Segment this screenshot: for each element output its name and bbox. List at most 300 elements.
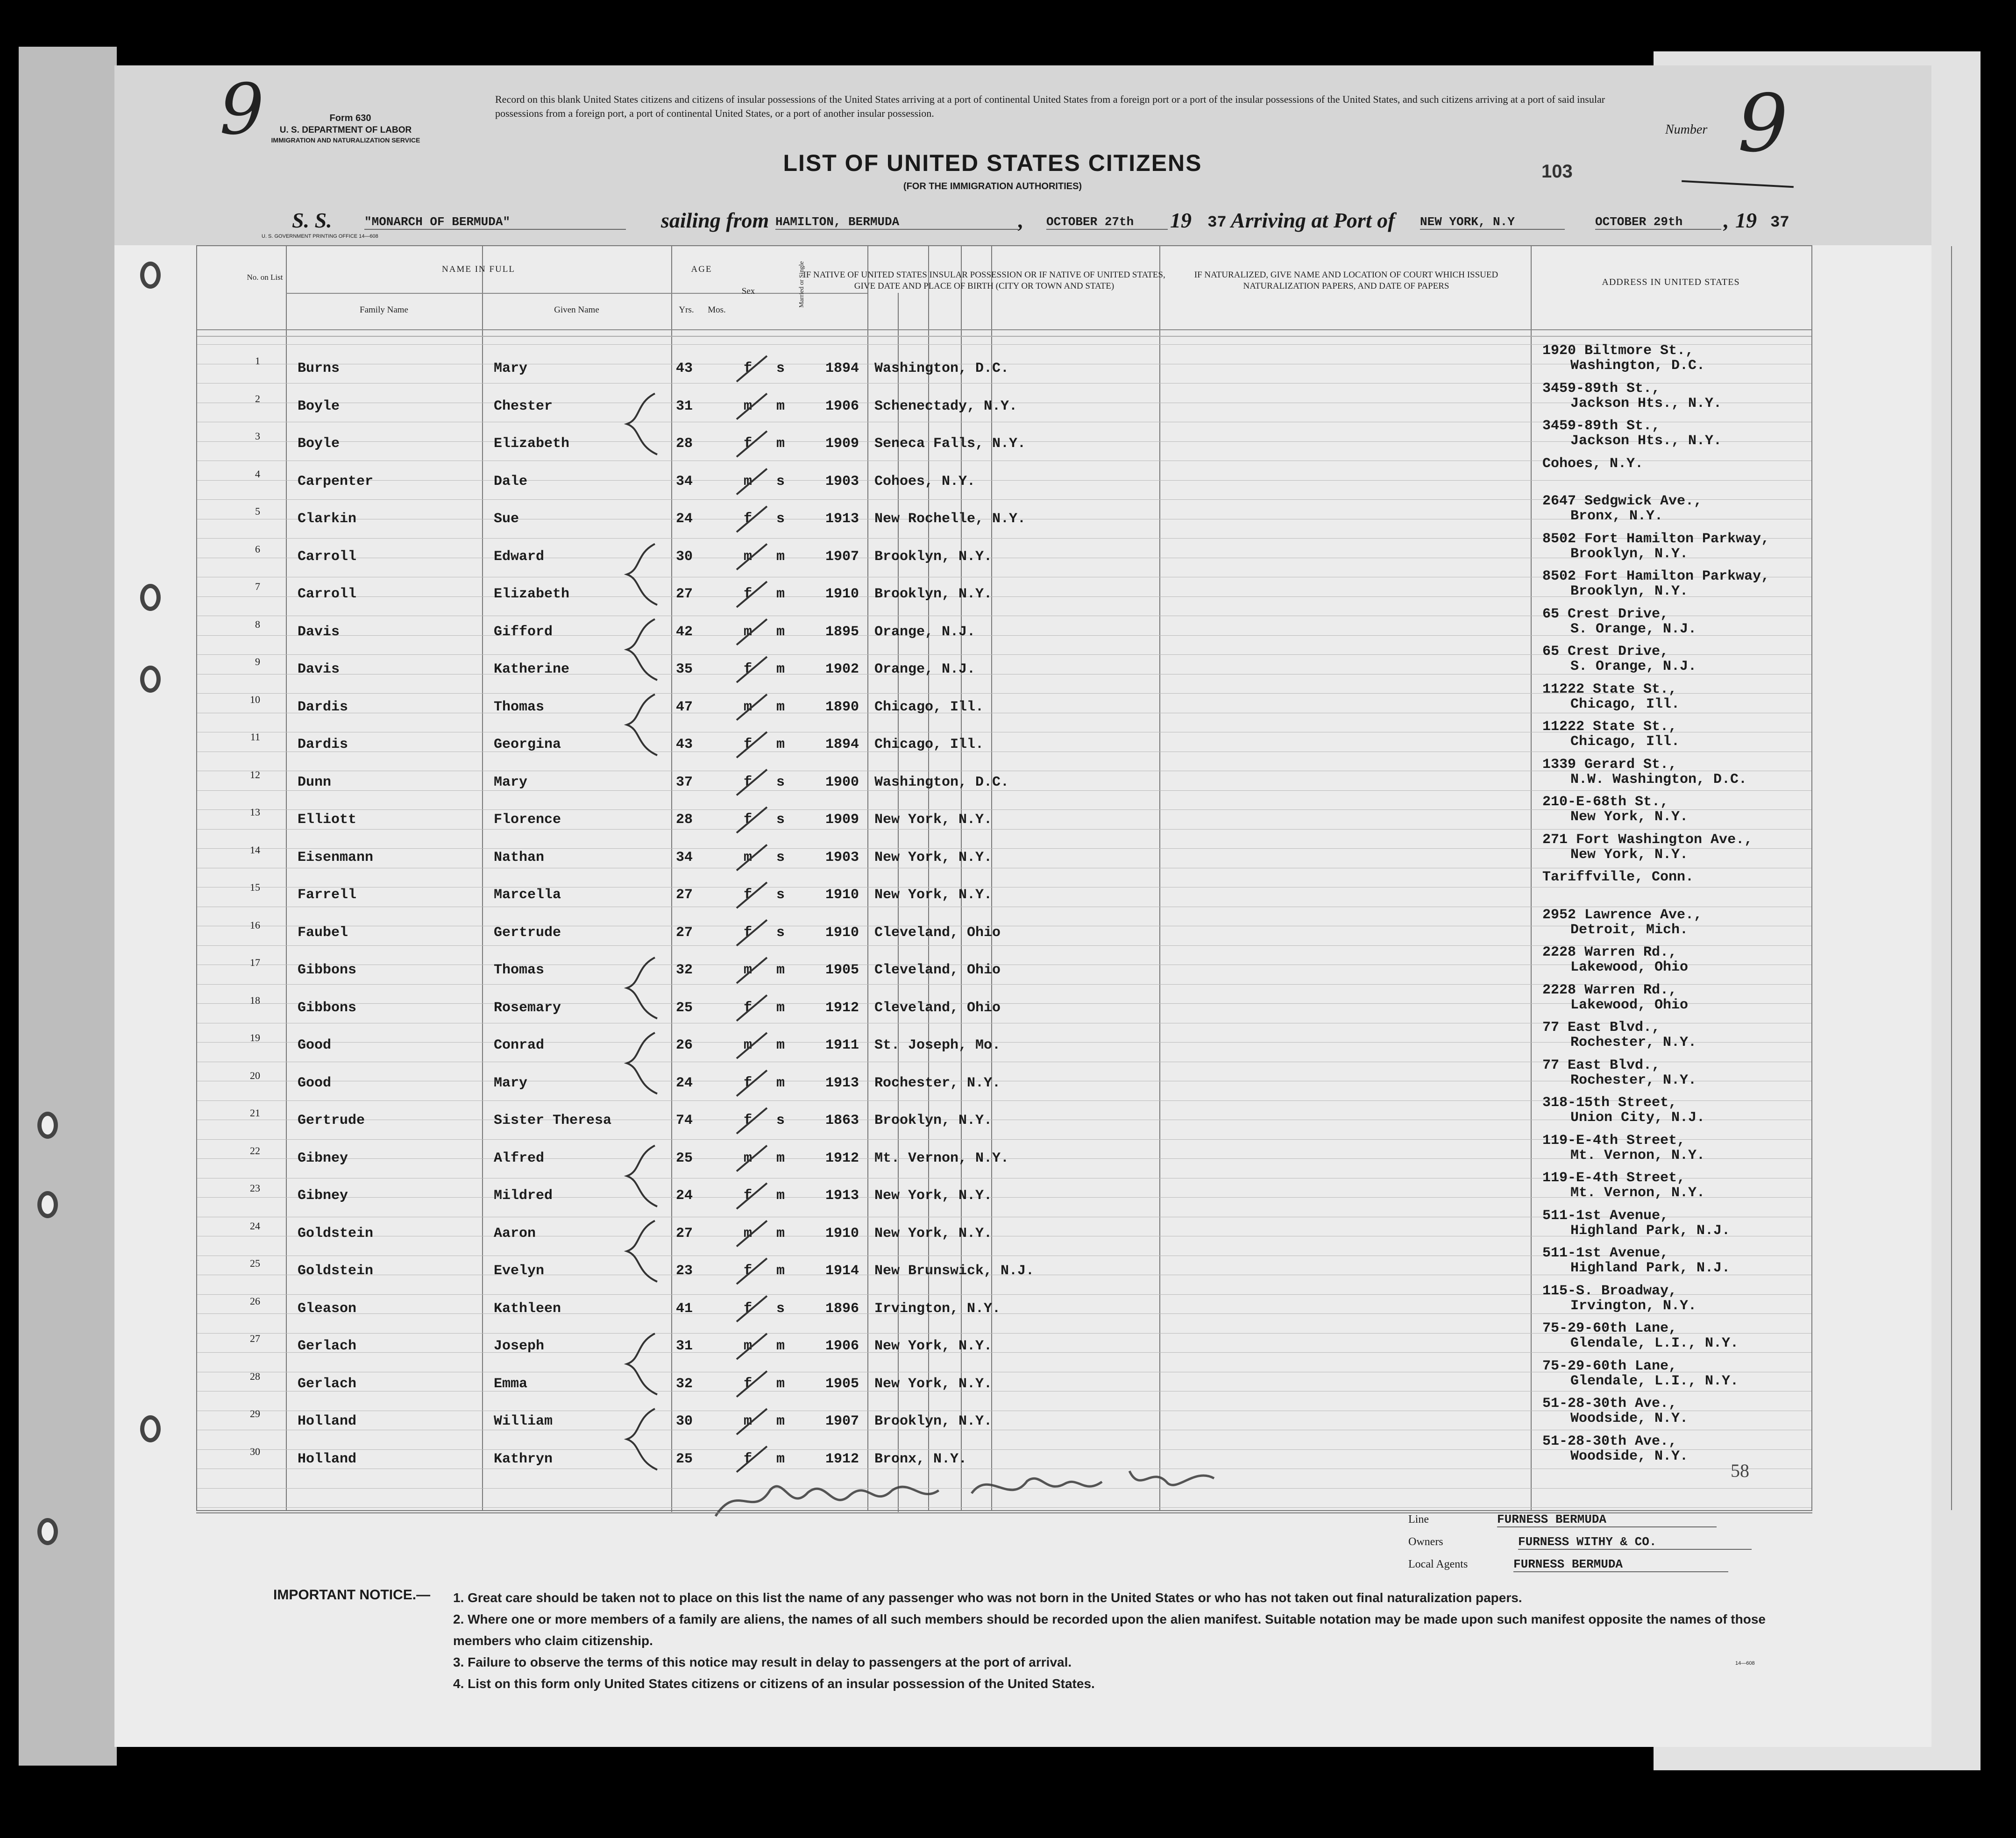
given-name: William [494, 1413, 553, 1429]
birth-place: Rochester, N.Y. [874, 1075, 1001, 1091]
arriving-label: Arriving at Port of [1231, 208, 1395, 232]
given-name: Mary [494, 1075, 528, 1091]
tick-mark [737, 882, 767, 908]
address-line-2: Chicago, Ill. [1570, 734, 1680, 750]
given-name: Kathleen [494, 1300, 561, 1317]
birth-year: 1913 [825, 1188, 859, 1204]
address-line-2: Rochester, N.Y. [1570, 1072, 1697, 1088]
sex: f [744, 1376, 752, 1392]
birth-place: New York, N.Y. [874, 887, 993, 903]
address-line-1: 75-29-60th Lane, [1542, 1320, 1677, 1336]
tick-mark [737, 1033, 767, 1058]
sailing-label: sailing from [661, 208, 769, 232]
family-bracket [627, 1033, 657, 1094]
birth-year: 1913 [825, 1075, 859, 1091]
col-no: No. on List [247, 273, 283, 282]
age-years: 43 [676, 737, 693, 752]
owners-label: Owners [1408, 1536, 1443, 1548]
age-years: 27 [676, 887, 693, 903]
marital-status: s [776, 812, 785, 828]
family-name: Good [298, 1037, 332, 1053]
family-name: Gibbons [298, 962, 357, 978]
tick-mark [737, 469, 767, 495]
address-line-1: 51-28-30th Ave., [1542, 1396, 1677, 1412]
birth-year: 1903 [825, 849, 859, 866]
address-line-2: New York, N.Y. [1570, 809, 1689, 825]
birth-year: 1905 [825, 1376, 859, 1392]
address-line-2: Lakewood, Ohio [1570, 959, 1689, 975]
form-number: Form 630 [329, 113, 371, 123]
row-number: 14 [250, 844, 260, 856]
row-number: 5 [255, 505, 260, 517]
sailing-year: 37 [1207, 214, 1227, 232]
address-line-1: 511-1st Avenue, [1542, 1245, 1669, 1261]
punch-hole [140, 262, 161, 289]
row-number: 13 [250, 806, 260, 818]
tick-mark [737, 394, 767, 419]
marital-status: m [776, 1338, 785, 1354]
family-name: Burns [298, 361, 340, 376]
tick-mark [737, 356, 767, 382]
age-years: 28 [676, 436, 693, 452]
age-years: 47 [676, 699, 693, 715]
given-name: Rosemary [494, 1000, 561, 1016]
age-years: 43 [676, 361, 693, 376]
row-number: 12 [250, 768, 260, 781]
birth-year: 1912 [825, 1000, 859, 1016]
row-number: 7 [255, 581, 260, 592]
address-line-1: Tariffville, Conn. [1542, 869, 1694, 885]
birth-place: New York, N.Y. [874, 812, 993, 828]
marital-status: m [776, 1263, 785, 1279]
tick-mark [737, 544, 767, 570]
address-line-2: Chicago, Ill. [1570, 696, 1680, 712]
address-line-2: S. Orange, N.J. [1570, 659, 1697, 674]
row-number: 24 [250, 1220, 260, 1232]
sex: f [744, 436, 752, 452]
birth-year: 1894 [825, 737, 859, 752]
sex: f [744, 361, 752, 376]
age-years: 28 [676, 812, 693, 828]
tick-mark [737, 920, 767, 946]
address-line-1: 77 East Blvd., [1542, 1057, 1661, 1073]
tick-mark [737, 995, 767, 1021]
birth-place: Brooklyn, N.Y. [874, 586, 993, 602]
marital-status: s [776, 361, 785, 376]
family-name: Gertrude [298, 1113, 365, 1128]
address-line-2: Bronx, N.Y. [1570, 508, 1663, 524]
age-years: 35 [676, 661, 693, 677]
sex: f [744, 1000, 752, 1016]
tick-mark [737, 1071, 767, 1096]
birth-year: 1907 [825, 1413, 859, 1429]
given-name: Marcella [494, 887, 561, 903]
punch-hole [140, 1415, 161, 1442]
birth-place: Washington, D.C. [874, 774, 1009, 790]
marital-status: s [776, 1300, 785, 1317]
notice-item-4: 4. List on this form only United States citizens or citizens of an insular possession of the United States. [453, 1676, 1095, 1691]
age-years: 30 [676, 548, 693, 565]
row-number: 17 [250, 957, 260, 968]
age-years: 26 [676, 1037, 693, 1053]
given-name: Sister Theresa [494, 1113, 612, 1128]
tick-mark [737, 1334, 767, 1359]
given-name: Mary [494, 361, 528, 376]
address-line-2: Mt. Vernon, N.Y. [1570, 1185, 1705, 1201]
marital-status: s [776, 887, 785, 903]
sex: f [744, 774, 752, 790]
given-name: Emma [494, 1376, 528, 1392]
family-name: Goldstein [298, 1225, 374, 1242]
address-line-1: 8502 Fort Hamilton Parkway, [1542, 531, 1770, 547]
birth-place: New Rochelle, N.Y. [874, 511, 1026, 527]
given-name: Conrad [494, 1037, 545, 1053]
address-line-1: 1920 Biltmore St., [1542, 343, 1694, 359]
family-name: Gleason [298, 1300, 357, 1317]
row-number: 3 [255, 430, 260, 442]
family-bracket [627, 619, 657, 681]
address-line-2: Brooklyn, N.Y. [1570, 583, 1689, 599]
marital-status: m [776, 398, 785, 414]
row-number: 27 [250, 1333, 260, 1344]
sex: m [744, 1338, 752, 1354]
age-years: 27 [676, 1225, 693, 1242]
tick-mark [737, 1146, 767, 1171]
row-number: 1 [255, 355, 260, 367]
birth-place: St. Joseph, Mo. [874, 1037, 1001, 1053]
given-name: Elizabeth [494, 436, 570, 452]
manifest-table [196, 245, 1812, 1511]
sex: f [744, 1300, 752, 1317]
address-line-1: 3459-89th St., [1542, 380, 1661, 397]
col-birth: IF NATIVE OF UNITED STATES INSULAR POSSESSION OR IF NATIVE OF UNITED STATES, GIVE DATE AND PLACE OF BIRTH (CITY OR TOWN AND STATE) [803, 270, 1165, 291]
birth-place: New York, N.Y. [874, 1188, 993, 1204]
family-name: Farrell [298, 887, 357, 903]
address-line-1: 119-E-4th Street, [1542, 1132, 1686, 1149]
punch-hole [37, 1191, 58, 1218]
tick-mark [737, 1108, 767, 1134]
birth-place: Mt. Vernon, N.Y. [874, 1150, 1009, 1166]
address-line-2: Woodside, N.Y. [1570, 1448, 1689, 1464]
family-name: Eisenmann [298, 849, 374, 866]
row-number: 21 [250, 1107, 260, 1119]
marital-status: m [776, 962, 785, 978]
col-address: ADDRESS IN UNITED STATES [1602, 277, 1740, 287]
sex: f [744, 511, 752, 527]
address-line-2: Union City, N.J. [1570, 1110, 1705, 1126]
arriving-year: 37 [1770, 214, 1789, 232]
birth-year: 1912 [825, 1451, 859, 1467]
given-name: Edward [494, 548, 545, 565]
address-line-2: Brooklyn, N.Y. [1570, 546, 1689, 562]
address-line-1: 2228 Warren Rd., [1542, 982, 1677, 998]
address-line-1: 65 Crest Drive, [1542, 644, 1669, 660]
birth-year: 1910 [825, 924, 859, 941]
birth-place: Cleveland, Ohio [874, 1000, 1001, 1016]
marital-status: m [776, 1451, 785, 1467]
birth-year: 1906 [825, 1338, 859, 1354]
address-line-2: Lakewood, Ohio [1570, 997, 1689, 1013]
sex: f [744, 812, 752, 828]
birth-year: 1914 [825, 1263, 859, 1279]
birth-place: New York, N.Y. [874, 849, 993, 866]
sailing-port: HAMILTON, BERMUDA [775, 215, 1018, 230]
notice-list [453, 1587, 1775, 1695]
given-name: Nathan [494, 849, 545, 866]
birth-year: 1906 [825, 398, 859, 414]
col-married-or-single: Married or Single [798, 261, 805, 308]
sex: m [744, 473, 752, 490]
given-name: Thomas [494, 699, 545, 715]
ss-label: S. S. [292, 208, 332, 232]
notice-item-3: 3. Failure to observe the terms of this notice may result in delay to passengers at the port of arrival. [453, 1655, 1072, 1669]
arriving-port: NEW YORK, N.Y [1420, 215, 1565, 230]
birth-place: Chicago, Ill. [874, 737, 984, 752]
tick-mark [737, 1447, 767, 1472]
sex: m [744, 849, 752, 866]
department-label: U. S. DEPARTMENT OF LABOR [279, 125, 412, 135]
marital-status: m [776, 1225, 785, 1242]
address-line-1: 511-1st Avenue, [1542, 1207, 1669, 1224]
marital-status: m [776, 586, 785, 602]
age-years: 24 [676, 1188, 693, 1204]
notice-heading: IMPORTANT NOTICE.— [273, 1587, 431, 1603]
arriving-date: OCTOBER 29th [1595, 215, 1721, 230]
family-name: Good [298, 1075, 332, 1091]
address-line-1: 318-15th Street, [1542, 1095, 1677, 1111]
marital-status: m [776, 661, 785, 677]
family-name: Clarkin [298, 511, 357, 527]
address-line-2: Rochester, N.Y. [1570, 1035, 1697, 1050]
sailing-date: OCTOBER 27th [1046, 215, 1168, 230]
binder-strip [19, 47, 117, 1766]
row-number: 26 [250, 1295, 260, 1307]
birth-place: Schenectady, N.Y. [874, 398, 1018, 414]
age-years: 25 [676, 1451, 693, 1467]
birth-year: 1907 [825, 548, 859, 565]
sex: f [744, 661, 752, 677]
birth-year: 1909 [825, 812, 859, 828]
owners-value: FURNESS WITHY & CO. [1518, 1535, 1752, 1550]
year-prefix: 19 [1170, 208, 1192, 232]
ship-name: "MONARCH OF BERMUDA" [364, 215, 626, 230]
address-line-1: 11222 State St., [1542, 681, 1677, 697]
row-number: 18 [250, 994, 260, 1006]
birth-place: Washington, D.C. [874, 361, 1009, 376]
given-name: Sue [494, 511, 519, 527]
family-name: Goldstein [298, 1263, 374, 1279]
col-age: AGE [691, 264, 712, 274]
family-bracket [627, 695, 657, 756]
given-name: Aaron [494, 1225, 536, 1242]
age-years: 30 [676, 1413, 693, 1429]
tick-mark [737, 958, 767, 983]
comma-separator: , [1018, 208, 1024, 232]
birth-year: 1910 [825, 1225, 859, 1242]
row-number: 23 [250, 1182, 260, 1194]
age-years: 37 [676, 774, 693, 790]
address-line-1: 51-28-30th Ave., [1542, 1433, 1677, 1449]
age-years: 24 [676, 511, 693, 527]
row-number: 19 [250, 1032, 260, 1043]
given-name: Mary [494, 774, 528, 790]
birth-place: Brooklyn, N.Y. [874, 1413, 993, 1429]
family-name: Boyle [298, 436, 340, 452]
row-number: 11 [250, 731, 260, 743]
age-years: 25 [676, 1000, 693, 1016]
marital-status: m [776, 624, 785, 640]
row-number: 4 [255, 468, 260, 480]
birth-place: Cleveland, Ohio [874, 924, 1001, 941]
address-line-1: 8502 Fort Hamilton Parkway, [1542, 568, 1770, 584]
row-number: 2 [255, 392, 260, 405]
given-name: Chester [494, 398, 553, 414]
sex: m [744, 398, 752, 414]
family-bracket [627, 958, 657, 1019]
family-name: Gibney [298, 1150, 348, 1166]
family-name: Boyle [298, 398, 340, 414]
birth-year: 1895 [825, 624, 859, 640]
age-years: 42 [676, 624, 693, 640]
row-number: 15 [250, 881, 260, 893]
family-name: Holland [298, 1451, 357, 1467]
tick-mark [737, 732, 767, 758]
given-name: Gifford [494, 624, 553, 640]
notice-item-2: 2. Where one or more members of a family are aliens, the names of all such members should be recorded upon the alien manifest. Suitable notation may be made upon such manifest opposite the names of those members who claim citizenship. [453, 1612, 1766, 1648]
address-line-2: N.W. Washington, D.C. [1570, 771, 1747, 788]
tick-mark [737, 1221, 767, 1247]
tick-mark [737, 506, 767, 532]
marital-status: s [776, 774, 785, 790]
row-number: 16 [250, 919, 260, 931]
corner-handwritten-number: 9 [220, 69, 264, 150]
marital-status: m [776, 1000, 785, 1016]
address-line-1: 11222 State St., [1542, 719, 1677, 735]
page-title: LIST OF UNITED STATES CITIZENS [783, 150, 1202, 176]
given-name: Joseph [494, 1338, 545, 1354]
col-given-name: Given Name [554, 305, 599, 315]
column-divider [1951, 246, 1952, 1510]
col-yrs: Yrs. [679, 305, 694, 315]
sex: f [744, 1113, 752, 1128]
family-name: Davis [298, 661, 340, 677]
col-naturalized: IF NATURALIZED, GIVE NAME AND LOCATION OF COURT WHICH ISSUED NATURALIZATION PAPERS, AND DATE OF PAPERS [1194, 270, 1498, 291]
family-name: Dunn [298, 774, 332, 790]
sex: f [744, 924, 752, 941]
address-line-2: Washington, D.C. [1570, 358, 1705, 374]
age-years: 25 [676, 1150, 693, 1166]
family-bracket [627, 544, 657, 605]
address-line-2: Jackson Hts., N.Y. [1570, 433, 1722, 449]
given-name: Thomas [494, 962, 545, 978]
age-years: 32 [676, 1376, 693, 1392]
row-number: 10 [250, 693, 260, 705]
tick-mark [737, 582, 767, 607]
birth-place: New York, N.Y. [874, 1376, 993, 1392]
number-label: Number [1665, 122, 1708, 137]
given-name: Mildred [494, 1188, 553, 1204]
sex: f [744, 1075, 752, 1091]
birth-place: Cohoes, N.Y. [874, 473, 976, 490]
address-line-1: 77 East Blvd., [1542, 1020, 1661, 1036]
given-name: Gertrude [494, 924, 561, 941]
marital-status: m [776, 1150, 785, 1166]
sex: f [744, 887, 752, 903]
birth-place: Orange, N.J. [874, 661, 976, 677]
address-line-1: 1339 Gerard St., [1542, 756, 1677, 773]
service-label: IMMIGRATION AND NATURALIZATION SERVICE [271, 136, 420, 144]
address-line-1: 2952 Lawrence Ave., [1542, 907, 1703, 923]
tick-mark [737, 1183, 767, 1209]
address-line-2: Highland Park, N.J. [1570, 1260, 1731, 1276]
age-years: 23 [676, 1263, 693, 1279]
tick-mark [737, 1258, 767, 1284]
birth-year: 1902 [825, 661, 859, 677]
punch-hole [37, 1518, 58, 1545]
row-number: 20 [250, 1069, 260, 1081]
address-line-2: Jackson Hts., N.Y. [1570, 395, 1722, 412]
list-number: 9 [1738, 78, 1789, 170]
birth-year: 1910 [825, 887, 859, 903]
birth-place: Bronx, N.Y. [874, 1451, 967, 1467]
sex: m [744, 1225, 752, 1242]
sex: m [744, 548, 752, 565]
family-name: Gerlach [298, 1338, 357, 1354]
address-line-2: Glendale, L.I., N.Y. [1570, 1335, 1739, 1351]
line-label: Line [1408, 1513, 1429, 1526]
page-subtitle: (FOR THE IMMIGRATION AUTHORITIES) [903, 181, 1082, 192]
family-name: Elliott [298, 812, 357, 828]
tick-mark [737, 770, 767, 795]
punch-hole [140, 584, 161, 611]
address-line-2: Woodside, N.Y. [1570, 1411, 1689, 1426]
family-name: Dardis [298, 699, 348, 715]
agents-label: Local Agents [1408, 1558, 1468, 1570]
address-line-1: 2228 Warren Rd., [1542, 944, 1677, 960]
row-number: 8 [255, 618, 260, 630]
birth-place: Brooklyn, N.Y. [874, 548, 993, 565]
tick-mark [737, 1409, 767, 1434]
given-name: Florence [494, 812, 561, 828]
agents-value: FURNESS BERMUDA [1513, 1557, 1728, 1572]
birth-year: 1896 [825, 1300, 859, 1317]
sex: m [744, 1413, 752, 1429]
marital-status: m [776, 436, 785, 452]
address-line-1: 3459-89th St., [1542, 418, 1661, 434]
family-bracket [627, 394, 657, 455]
address-line-2: Irvington, N.Y. [1570, 1298, 1697, 1314]
address-line-1: 119-E-4th Street, [1542, 1170, 1686, 1186]
age-years: 41 [676, 1300, 693, 1317]
sex: f [744, 586, 752, 602]
sex: f [744, 1451, 752, 1467]
given-name: Kathryn [494, 1451, 553, 1467]
birth-year: 1905 [825, 962, 859, 978]
birth-place: Cleveland, Ohio [874, 962, 1001, 978]
row-number: 25 [250, 1257, 260, 1269]
row-number: 29 [250, 1408, 260, 1419]
age-years: 34 [676, 849, 693, 866]
tick-mark [737, 1296, 767, 1322]
family-name: Carpenter [298, 473, 374, 490]
row-number: 6 [255, 543, 260, 555]
col-name-in-full: NAME IN FULL [442, 264, 515, 274]
family-bracket [627, 1334, 657, 1395]
age-years: 31 [676, 1338, 693, 1354]
sex: m [744, 699, 752, 715]
address-line-1: 65 Crest Drive, [1542, 606, 1669, 622]
address-line-2: Detroit, Mich. [1570, 922, 1689, 938]
